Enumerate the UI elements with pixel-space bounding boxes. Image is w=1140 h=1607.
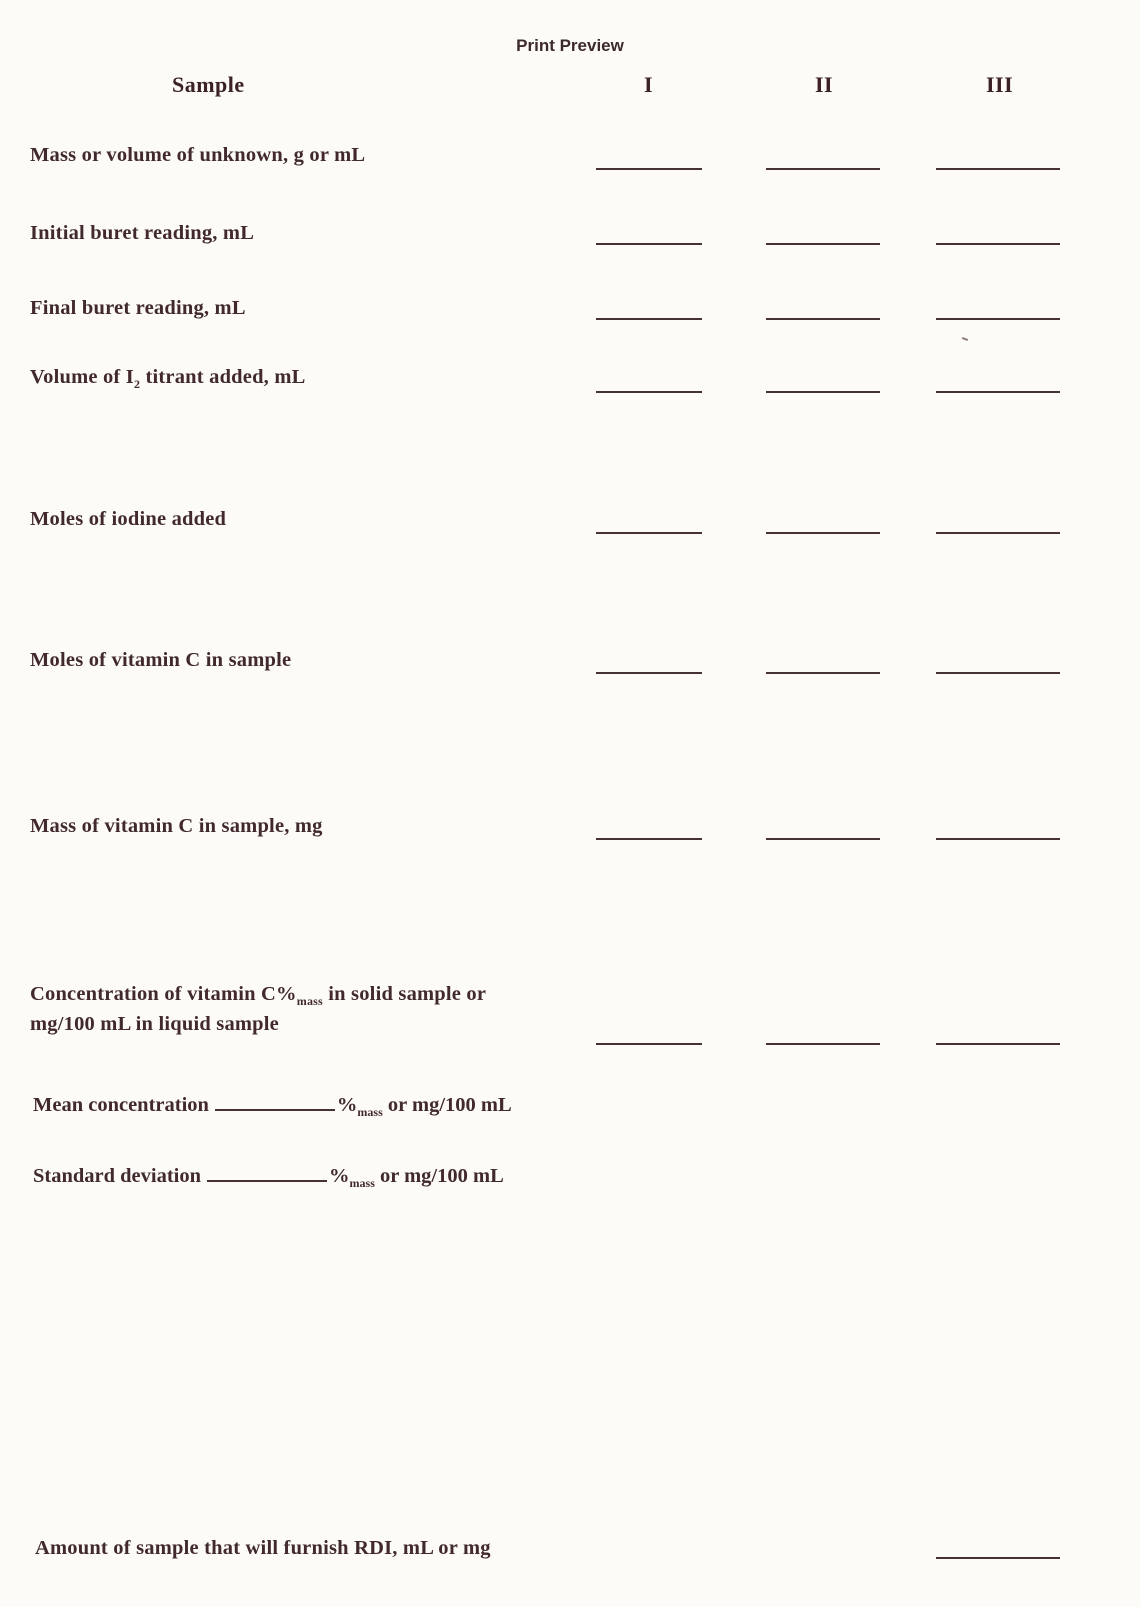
blank-field xyxy=(766,532,880,534)
row-label-mass-vitamin-c: Mass of vitamin C in sample, mg xyxy=(30,815,323,837)
row-label-final-buret: Final buret reading, mL xyxy=(30,297,246,319)
mean-label: Mean concentration xyxy=(33,1094,209,1116)
row-label-part: Concentration of vitamin C% xyxy=(30,983,297,1005)
blank-field xyxy=(766,391,880,393)
row-label-rdi-amount: Amount of sample that will furnish RDI, mL or mg xyxy=(35,1537,491,1559)
row-label-moles-vitamin-c: Moles of vitamin C in sample xyxy=(30,649,292,671)
column-header-iii: III xyxy=(986,72,1014,97)
row-label-part: Volume of I xyxy=(30,366,134,388)
blank-field xyxy=(766,672,880,674)
std-units: or mg/100 mL xyxy=(374,1165,504,1187)
blank-field xyxy=(936,1043,1060,1045)
blank-field xyxy=(766,838,880,840)
blank-field xyxy=(766,168,880,170)
row-label-concentration-line1 xyxy=(30,983,486,1009)
row-label-part: titrant added, mL xyxy=(140,366,306,388)
blank-field xyxy=(936,532,1060,534)
mean-units: or mg/100 mL xyxy=(382,1094,512,1116)
row-label-mass-or-volume: Mass or volume of unknown, g or mL xyxy=(30,144,366,166)
row-label-initial-buret: Initial buret reading, mL xyxy=(30,222,255,244)
blank-field xyxy=(596,672,702,674)
print-preview-label: Print Preview xyxy=(516,36,624,55)
scan-artifact xyxy=(962,337,968,341)
blank-field xyxy=(596,243,702,245)
blank-field xyxy=(596,838,702,840)
blank-field xyxy=(936,1557,1060,1559)
blank-field xyxy=(596,1043,702,1045)
blank-field xyxy=(936,243,1060,245)
percent-sign: % xyxy=(329,1165,350,1187)
std-label: Standard deviation xyxy=(33,1165,202,1187)
blank-field xyxy=(936,838,1060,840)
blank-field xyxy=(596,168,702,170)
row-label-concentration-line2: mg/100 mL in liquid sample xyxy=(30,1013,279,1035)
blank-field xyxy=(936,391,1060,393)
percent-sign: % xyxy=(336,1094,358,1116)
row-label-volume-titrant xyxy=(30,366,305,392)
blank-field xyxy=(596,391,702,393)
mean-concentration-line xyxy=(33,1094,512,1120)
blank-field xyxy=(596,532,702,534)
blank-field xyxy=(207,1166,327,1182)
mass-subscript: mass xyxy=(349,1176,375,1191)
row-label-subscript: mass xyxy=(296,994,323,1009)
column-header-sample: Sample xyxy=(172,72,245,97)
blank-field xyxy=(766,1043,880,1045)
blank-field xyxy=(766,318,880,320)
column-header-i: I xyxy=(644,72,654,97)
blank-field xyxy=(936,318,1060,320)
row-label-subscript: 2 xyxy=(133,377,141,392)
blank-field xyxy=(936,168,1060,170)
blank-field xyxy=(766,243,880,245)
blank-field xyxy=(596,318,702,320)
mass-subscript: mass xyxy=(357,1105,383,1120)
blank-field xyxy=(936,672,1060,674)
row-label-moles-iodine: Moles of iodine added xyxy=(30,508,227,530)
row-label-part: in solid sample or xyxy=(322,983,487,1005)
standard-deviation-line xyxy=(33,1165,504,1191)
column-header-ii: II xyxy=(815,72,834,97)
blank-field xyxy=(215,1095,335,1111)
